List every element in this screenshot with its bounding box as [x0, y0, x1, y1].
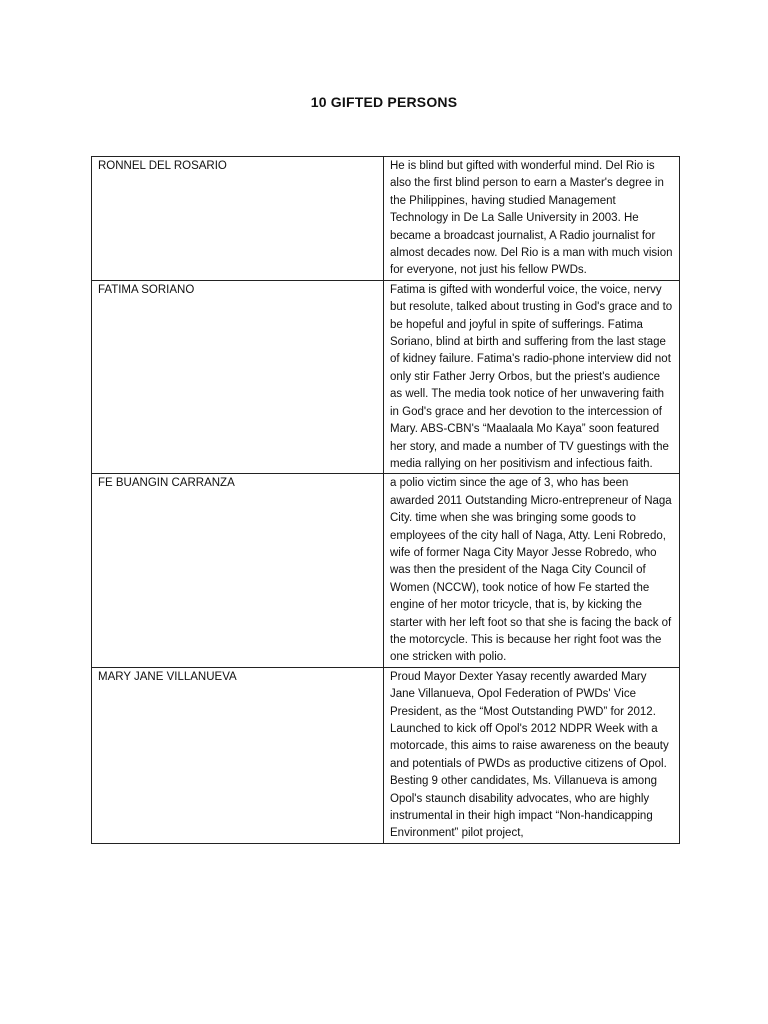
table-row — [92, 157, 680, 281]
person-name: FATIMA SORIANO — [92, 280, 384, 473]
gifted-persons-table — [91, 156, 680, 844]
person-name: MARY JANE VILLANUEVA — [92, 667, 384, 843]
person-description: Proud Mayor Dexter Yasay recently awarded Mary Jane Villanueva, Opol Federation of PWDs' Vice President, as the “Most Outstanding PWD” for 2012. Launched to kick off Opol's 2012 NDPR Week with a motorcade, this aims to raise awareness on the beauty and potentials of PWDs as productive citizens of Opol. Besting 9 other candidates, Ms. Villanueva is among Opol's staunch disability advocates, who are highly instrumental in their high impact “Non-handicapping Environment” pilot project, — [384, 667, 680, 843]
person-description: Fatima is gifted with wonderful voice, the voice, nervy but resolute, talked about trusting in God's grace and to be hopeful and joyful in spite of sufferings. Fatima Soriano, blind at birth and suffering from the last stage of kidney failure. Fatima's radio-phone interview did not only stir Father Jerry Orbos, but the priest's audience as well. The media took notice of her unwavering faith in God's grace and her devotion to the intercession of Mary. ABS-CBN's “Maalaala Mo Kaya” soon featured her story, and made a number of TV guestings with the media rallying on her positivism and infectious faith. — [384, 280, 680, 473]
person-name: RONNEL DEL ROSARIO — [92, 157, 384, 281]
table-row — [92, 667, 680, 843]
person-description: a polio victim since the age of 3, who has been awarded 2011 Outstanding Micro-entrepreneur of Naga City. time when she was bringing some goods to employees of the city hall of Naga, Atty. Leni Robredo, wife of former Naga City Mayor Jesse Robredo, who was then the president of the Naga City Council of Women (NCCW), took notice of how Fe started the engine of her motor tricycle, that is, by kicking the starter with her left foot so that she is facing the back of the motorcycle. This is because her right foot was the one stricken with polio. — [384, 474, 680, 667]
person-name: FE BUANGIN CARRANZA — [92, 474, 384, 667]
table-row — [92, 474, 680, 667]
person-description: He is blind but gifted with wonderful mind. Del Rio is also the first blind person to earn a Master's degree in the Philippines, having studied Management Technology in De La Salle University in 2003. He became a broadcast journalist, A Radio journalist for almost decades now. Del Rio is a man with much vision for everyone, not just his fellow PWDs. — [384, 157, 680, 281]
document-title: 10 GIFTED PERSONS — [310, 94, 458, 110]
table-row — [92, 280, 680, 473]
